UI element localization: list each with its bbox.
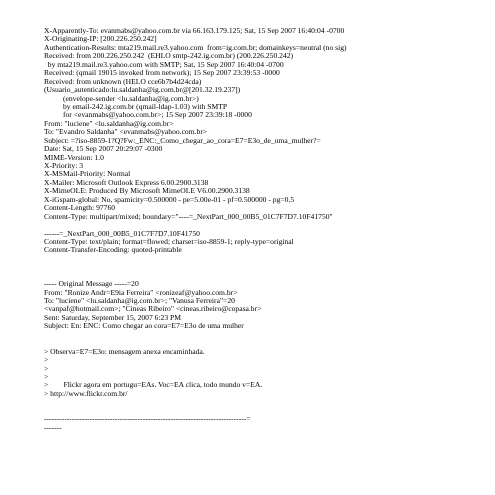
email-line: by email-242.ig.com.br (qmail-ldap-1.03) with SMTP [44,101,228,111]
email-line: X-Originating-IP: [200.226.250.242] [44,34,157,44]
email-line: Content-Length: 97760 [44,203,116,213]
email-line: Sent: Saturday, September 15, 2007 6:23 PM [44,312,182,322]
email-line: ------- [44,422,62,432]
email-line: X-MSMail-Priority: Normal [44,169,131,179]
email-line: From: "luciene" <lu.saldanha@ig.com.br> [44,118,174,128]
email-line: > Observa=E7=E3o: mensagem anexa encaminhada. [44,346,205,356]
email-line: From: "Ronize Andr=E9ia Ferreira" <ronizeaf@yahoo.com.br> [44,287,238,297]
email-line: for <evanmabs@yahoo.com.br>; 15 Sep 2007 23:39:18 -0000 [44,110,252,120]
email-line: Received: from unknown (HELO cce6b7b4d24cda) [44,76,202,86]
email-line: Content-Type: text/plain; format=flowed; charset=iso-8859-1; reply-type=original [44,236,294,246]
email-line: > Flickr agora em portugu=EAs. Voc=EA clica, todo mundo v=EA. [44,380,263,390]
email-line: > [44,355,49,365]
email-line: ----- Original Message -----=20 [44,279,139,289]
email-line: X-MimeOLE: Produced By Microsoft MimeOLE V6.00.2900.3138 [44,186,250,196]
email-line: Received: from 200.226.250.242 (EHLO smtp-242.ig.com.br) (200.226.250.242) [44,51,294,61]
email-line: To: "Evandro Saldanha" <evanmabs@yahoo.com.br> [44,127,208,137]
email-line: (envelope-sender <lu.saldanha@ig.com.br>) [44,93,199,103]
email-line: > [44,363,49,373]
email-line: by mta219.mail.re3.yahoo.com with SMTP; Sat, 15 Sep 2007 16:40:04 -0700 [44,59,284,69]
email-line: X-Apparently-To: evanmabs@yahoo.com.br via 66.163.179.125; Sat, 15 Sep 2007 16:40:04 -0700 [44,26,345,35]
email-source-text [44,27,489,432]
email-line: To: "luciene" <lu.saldanha@ig.com.br>; "Vanusa Ferreira"=20 [44,296,235,305]
email-line: --------------------------------------------------------------------------------= [44,414,251,424]
email-line: > [44,371,49,381]
email-line: X-Priority: 3 [44,161,84,170]
email-line: Authentication-Results: mta219.mail.re3.yahoo.com from=ig.com.br; domainkeys=neutral (no sig) [44,42,347,52]
email-line: (Usuario_autenticado:lu.saldanha@ig.com.br@[201.32.19.237]) [44,85,241,95]
email-line: Content-Type: multipart/mixed; boundary="----=_NextPart_000_00B5_01C7F7D7.10F41750" [44,211,333,221]
email-line: Subject: En: ENC: Como chegar ao cora=E7=E3o de uma mulher [44,321,244,331]
email-line: MIME-Version: 1.0 [44,152,104,162]
email-line: <vanpaf@hotmail.com>; "Cineas Ribeiro" <cineas.ribeiro@copasa.br> [44,304,262,314]
email-line: Date: Sat, 15 Sep 2007 20:29:07 -0300 [44,144,163,154]
email-line: X-iGspam-global: No, spamicity=0.500000 - pe=5.00e-01 - pf=0.500000 - pg=0.5 [44,194,295,204]
email-line: > http://www.flickr.com.br/ [44,388,128,398]
blank-line [44,263,489,271]
email-line: Received: (qmail 19015 invoked from network); 15 Sep 2007 23:39:53 -0000 [44,68,280,78]
email-line: Content-Transfer-Encoding: quoted-printable [44,245,182,255]
email-line: Subject: =?iso-8859-1?Q?Fw:_ENC:_Como_chegar_ao_cora=E7=E3o_de_uma_mulher?= [44,135,321,145]
email-line: X-Mailer: Microsoft Outlook Express 6.00.2900.3138 [44,177,209,187]
blank-line [44,331,489,339]
blank-line [44,255,489,263]
blank-line [44,398,489,406]
email-line: ------=_NextPart_000_00B5_01C7F7D7.10F41750 [44,228,200,238]
